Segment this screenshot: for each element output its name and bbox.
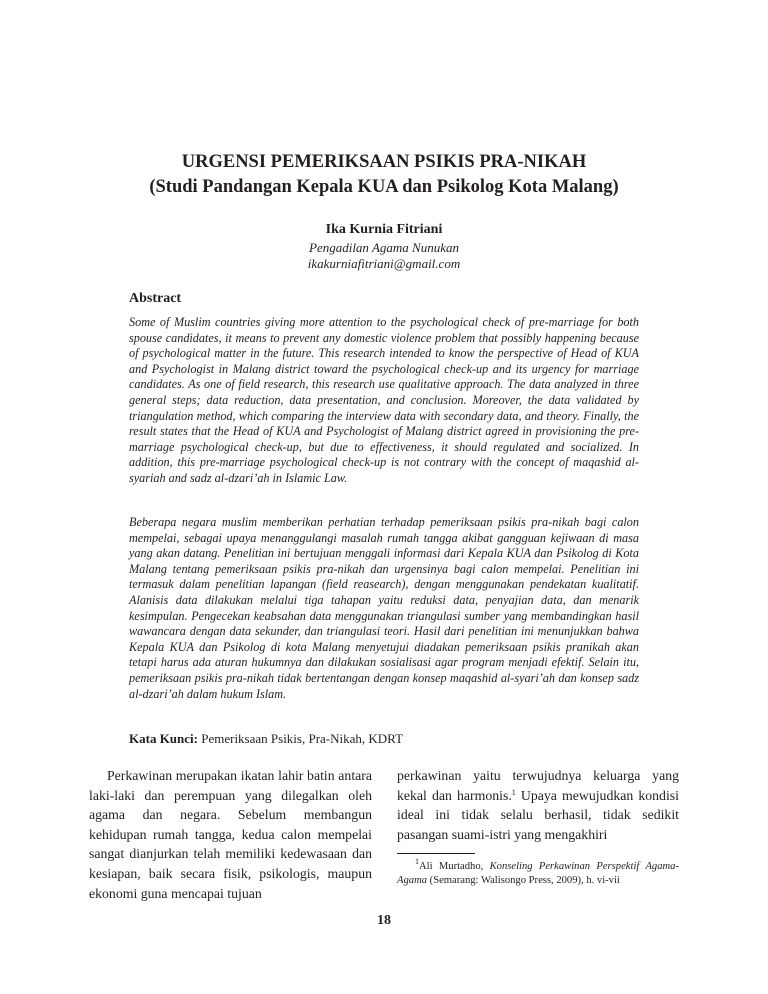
keywords <box>129 731 639 747</box>
author-institution: Pengadilan Agama Nunukan <box>309 240 459 255</box>
abstract-indonesian: Beberapa negara muslim memberikan perhatian terhadap pemeriksaan psikis pra-nikah bagi calon mempelai, sebagai upaya menanggulangi masalah rumah tangga akibat gangguan kejiwaan di masa yang akan datang. Penelitian ini bertujuan menggali informasi dari Kepala KUA dan Psikolog di Kota Malang tentang pemeriksaan psikis pra-nikah dan urgensinya bagi calon mempelai. Penelitian ini termasuk dalam penelitian lapangan (field reasearch), dengan menggunakan pendekatan kualitatif. Alanisis data dilakukan melalui tiga tahapan yaitu reduksi data, penyajian data, dan menarik kesimpulan. Pengecekan keabsahan data menggunakan triangulasi sumber yang membandingkan hasil wawancara dengan data sekunder, dan triangulasi teori. Hasil dari penelitian ini menunjukkan bahwa Kepala KUA dan Psikolog di kota Malang menyetujui diadakan pemeriksaan psikis pranikah akan tetapi harus ada aturan hukumnya dan dilakukan sosialisasi agar program menjadi efektif. Selain itu, pemeriksaan psikis pra-nikah tidak bertentangan dengan konsep maqashid al-syari’ah dan konsep sadz al-dzari’ah dalam hukum Islam. <box>129 515 639 701</box>
abstract-english: Some of Muslim countries giving more attention to the psychological check of pre-marriage for both spouse candidates, it means to prevent any domestic violence problem that possibly happening because of psychological matter in the future. This research intended to know the perspective of Head of KUA and Psychologist in Malang district toward the psychological check-up and its urgency for marriage candidates. As one of field research, this research use qualitative approach. The data analyzed in three general steps; data reduction, data presentation, and conclusion. Moreover, the data validated by triangulation method, which comparing the interview data with secondary data, and theory. Finally, the result states that the Head of KUA and Psychologist of Malang district agreed in provisioning the pre-marriage psychological check-up, but due to effectiveness, it should regulated and socialized. In addition, this pre-marriage psychological check-up is not contrary with the concept of maqashid al-syariah and sadz al-dzari’ah in Islamic Law. <box>129 315 639 485</box>
footnote <box>397 857 679 887</box>
abstract-heading: Abstract <box>129 291 182 306</box>
footnote-title: Konseling Perkawinan Perspektif Agama-Agama <box>397 861 679 886</box>
footnote-number: 1 <box>415 857 419 866</box>
paper-title-line-2: (Studi Pandangan Kepala KUA dan Psikolog Kota Malang) <box>149 177 619 197</box>
body-right-text-2: Upaya mewujudkan kondisi ideal ini tidak selalu berhasil, tidak sedikit pasangan suami-istri yang mengakhiri <box>397 787 679 842</box>
page-number: 18 <box>377 913 391 928</box>
footnote-reference: 1 <box>511 787 516 797</box>
paper-title-line-1: URGENSI PEMERIKSAAN PSIKIS PRA-NIKAH <box>181 152 587 172</box>
body-right-column <box>397 766 679 844</box>
body-right-text-1: perkawinan yaitu terwujudnya keluarga yang kekal dan harmonis. <box>397 768 679 803</box>
body-left-column: Perkawinan merupakan ikatan lahir batin antara laki-laki dan perempuan yang dilegalkan oleh agama dan negara. Sebelum membangun kehidupan rumah tangga, kedua calon mempelai sangat dianjurkan telah memiliki kedewasaan dan kesiapan, baik secara fisik, psikologis, maupun ekonomi guna mencapai tujuan <box>89 768 372 901</box>
author-email: ikakurniafitriani@gmail.com <box>307 256 461 271</box>
author-name: Ika Kurnia Fitriani <box>325 222 443 237</box>
footnote-divider <box>397 853 475 854</box>
footnote-publication: (Semarang: Walisongo Press, 2009), h. vi-vii <box>427 874 620 886</box>
keywords-label: Kata Kunci: <box>129 731 198 746</box>
footnote-author: Ali Murtadho, <box>419 861 490 872</box>
keywords-value: Pemeriksaan Psikis, Pra-Nikah, KDRT <box>201 731 404 746</box>
